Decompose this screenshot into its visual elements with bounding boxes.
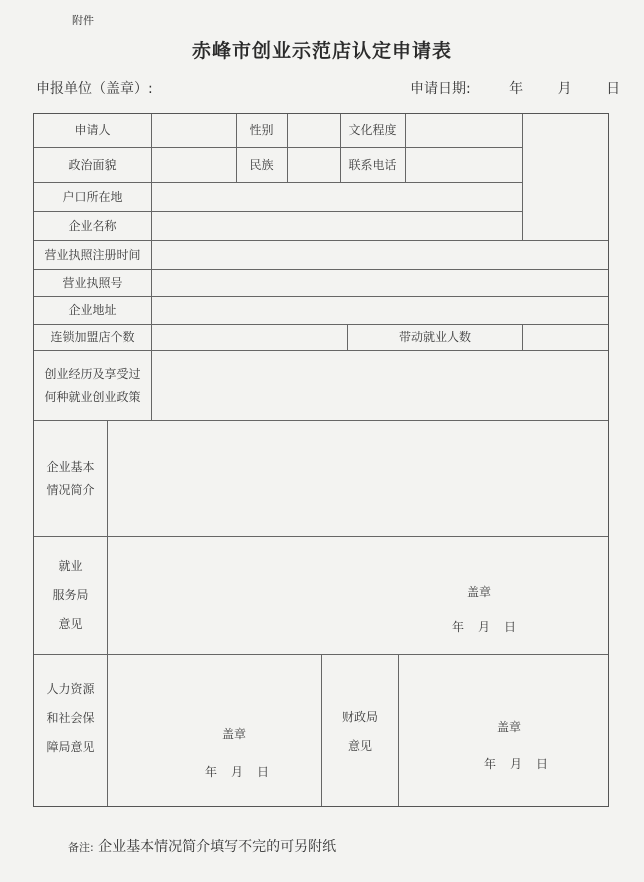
year-label: 年: [509, 81, 524, 97]
political-status-field[interactable]: [152, 148, 236, 182]
ethnicity-field[interactable]: [288, 148, 340, 182]
household-label: 户口所在地: [62, 189, 123, 204]
company-intro-field[interactable]: [108, 421, 608, 536]
gender-label: 性别: [249, 123, 274, 138]
finance-bureau-seal: 盖章: [496, 719, 521, 734]
experience-field[interactable]: [152, 351, 608, 420]
company-address-field[interactable]: [152, 297, 608, 324]
application-form-table: [33, 113, 609, 807]
franchise-count-field[interactable]: [152, 325, 347, 350]
attachment-label: 附件: [72, 14, 94, 27]
hr-bureau-label: 人力资源 和社会保 障局意见: [46, 682, 95, 754]
education-field[interactable]: [406, 114, 522, 147]
phone-label: 联系电话: [348, 157, 397, 172]
household-field[interactable]: [152, 183, 522, 211]
political-status-label: 政治面貌: [68, 157, 117, 172]
applicant-label: 申请人: [74, 123, 111, 138]
hr-bureau-date: 年 月 日: [204, 764, 270, 779]
finance-bureau-date: 年 月 日: [483, 756, 549, 771]
employment-bureau-seal: 盖章: [466, 584, 491, 599]
license-reg-time-field[interactable]: [152, 241, 608, 269]
employment-bureau-date: 年 月 日: [451, 619, 517, 634]
applicant-field[interactable]: [152, 114, 236, 147]
company-name-field[interactable]: [152, 212, 522, 240]
company-intro-label: 企业基本 情况简介: [46, 459, 95, 497]
education-label: 文化程度: [348, 123, 397, 138]
employment-driven-label: 带动就业人数: [398, 330, 471, 345]
note-text: 企业基本情况简介填写不完的可另附纸: [98, 839, 337, 855]
franchise-count-label: 连锁加盟店个数: [50, 330, 135, 345]
date-label: 申请日期:: [410, 81, 471, 97]
company-name-label: 企业名称: [68, 218, 117, 233]
gender-field[interactable]: [288, 114, 340, 147]
footnote: [68, 836, 336, 856]
employment-bureau-label: 就业 服务局 意见: [52, 559, 89, 631]
experience-label: 创业经历及享受过 何种就业创业政策: [44, 366, 141, 404]
employment-bureau-opinion-field[interactable]: [108, 537, 608, 654]
note-label: 备注:: [68, 841, 94, 854]
form-title: 赤峰市创业示范店认定申请表: [191, 40, 452, 62]
applicant-unit-label: 申报单位（盖章）:: [36, 81, 153, 97]
license-no-label: 营业执照号: [62, 275, 123, 290]
day-label: 日: [606, 81, 621, 97]
company-address-label: 企业地址: [68, 303, 117, 318]
employment-driven-field[interactable]: [523, 325, 608, 350]
photo-box[interactable]: [523, 114, 608, 240]
license-no-field[interactable]: [152, 270, 608, 296]
license-reg-time-label: 营业执照注册时间: [44, 247, 141, 262]
finance-bureau-label: 财政局 意见: [341, 710, 378, 753]
ethnicity-label: 民族: [249, 157, 274, 172]
phone-field[interactable]: [406, 148, 522, 182]
hr-bureau-seal: 盖章: [221, 726, 246, 741]
month-label: 月: [557, 81, 572, 97]
application-date: [410, 78, 620, 98]
